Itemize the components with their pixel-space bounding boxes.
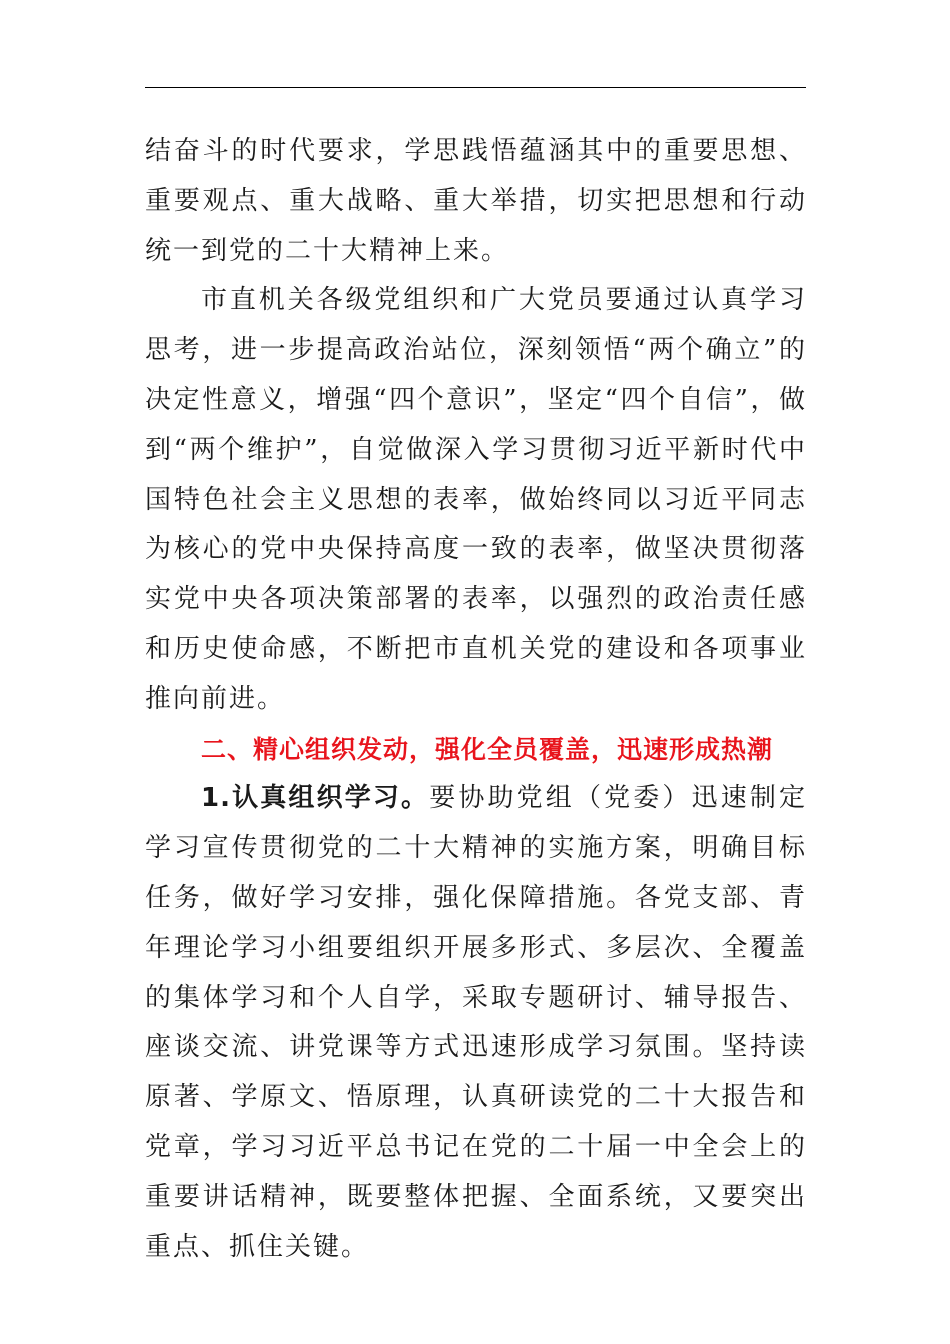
section-heading: 二、精心组织发动，强化全员覆盖，迅速形成热潮: [201, 734, 774, 764]
header-rule: [145, 87, 806, 88]
paragraph-continuation: 结奋斗的时代要求，学思践悟蕴涵其中的重要思想、重要观点、重大战略、重大举措，切实把思想和行动统一到党的二十大精神上来。: [145, 136, 807, 266]
item-1-text: 要协助党组（党委）迅速制定学习宣传贯彻党的二十大精神的实施方案，明确目标任务，做好学习安排，强化保障措施。各党支部、青年理论学习小组要组织开展多形式、多层次、全覆盖的集体学习和个人自学，采取专题研讨、辅导报告、座谈交流、讲党课等方式迅速形成学习氛围。坚持读原著、学原文、悟原理，认真研读党的二十大报告和党章，学习习近平总书记在党的二十届一中全会上的重要讲话精神，既要整体把握、全面系统，又要突出重点、抓住关键。: [145, 783, 807, 1262]
paragraph-item-1: [145, 774, 807, 1272]
item-1-lead: 1.认真组织学习。: [201, 783, 430, 814]
paragraph-party-organizations: 市直机关各级党组织和广大党员要通过认真学习思考，进一步提高政治站位，深刻领悟“两个确立”的决定性意义，增强“四个意识”，坚定“四个自信”，做到“两个维护”，自觉做深入学习贯彻习近平新时代中国特色社会主义思想的表率，做始终同以习近平同志为核心的党中央保持高度一致的表率，做坚决贯彻落实党中央各项决策部署的表率，以强烈的政治责任感和历史使命感，不断把市直机关党的建设和各项事业推向前进。: [145, 285, 807, 714]
document-body: [145, 127, 807, 1272]
